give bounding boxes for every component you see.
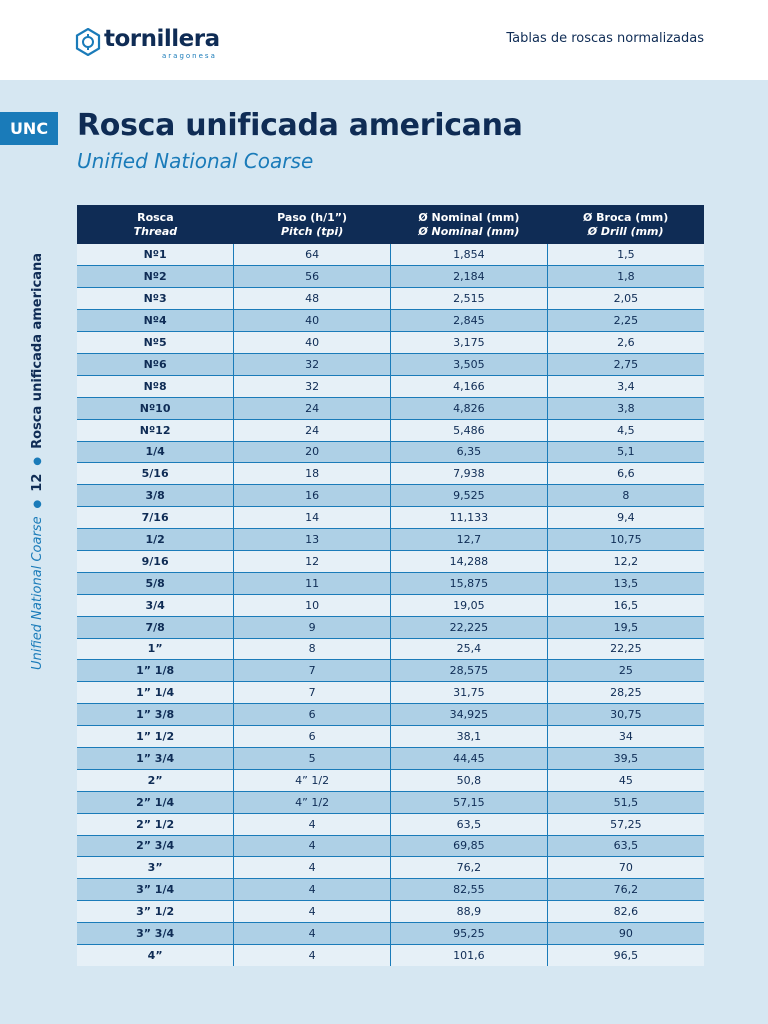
column-header-en: Ø Nominal (mm): [418, 224, 520, 238]
table-cell-nominal: 1,854: [391, 244, 548, 266]
table-row: [77, 375, 704, 397]
table-cell-nominal: 9,525: [391, 485, 548, 507]
table-cell-drill: 96,5: [547, 945, 704, 967]
brand-logo[interactable]: [74, 24, 234, 64]
table-cell-nominal: 88,9: [391, 901, 548, 923]
brand-name: tornillera: [104, 26, 220, 52]
table-row: [77, 813, 704, 835]
page-header: [0, 0, 768, 80]
table-cell-thread: 3/8: [77, 485, 234, 507]
table-header-row: [77, 205, 704, 244]
table-cell-nominal: 15,875: [391, 572, 548, 594]
table-cell-thread: 1/4: [77, 441, 234, 463]
table-cell-pitch: 16: [234, 485, 391, 507]
column-header-nominal: [391, 205, 548, 244]
table-cell-nominal: 38,1: [391, 726, 548, 748]
bullet-icon: ●: [32, 456, 43, 466]
table-cell-pitch: 48: [234, 288, 391, 310]
table-row: [77, 945, 704, 967]
table-cell-drill: 2,6: [547, 332, 704, 354]
table-row: [77, 638, 704, 660]
table-cell-pitch: 6: [234, 704, 391, 726]
table-cell-thread: 3”: [77, 857, 234, 879]
table-cell-pitch: 8: [234, 638, 391, 660]
table-cell-nominal: 34,925: [391, 704, 548, 726]
table-row: [77, 857, 704, 879]
table-cell-nominal: 76,2: [391, 857, 548, 879]
table-cell-drill: 3,4: [547, 375, 704, 397]
table-row: [77, 726, 704, 748]
table-cell-drill: 16,5: [547, 594, 704, 616]
table-row: [77, 769, 704, 791]
table-cell-pitch: 7: [234, 660, 391, 682]
table-cell-thread: 1” 1/8: [77, 660, 234, 682]
table-cell-pitch: 40: [234, 332, 391, 354]
table-row: [77, 901, 704, 923]
table-cell-pitch: 4: [234, 901, 391, 923]
table-cell-thread: 1” 1/2: [77, 726, 234, 748]
table-cell-pitch: 56: [234, 266, 391, 288]
table-cell-drill: 63,5: [547, 835, 704, 857]
column-header-drill: [547, 205, 704, 244]
table-cell-thread: 7/16: [77, 507, 234, 529]
table-cell-pitch: 32: [234, 353, 391, 375]
table-cell-thread: 4”: [77, 945, 234, 967]
table-cell-drill: 51,5: [547, 791, 704, 813]
table-cell-nominal: 2,515: [391, 288, 548, 310]
table-cell-drill: 4,5: [547, 419, 704, 441]
column-header-es: Ø Nominal (mm): [418, 210, 520, 224]
table-cell-thread: Nº1: [77, 244, 234, 266]
table-cell-nominal: 2,845: [391, 310, 548, 332]
table-cell-thread: 1”: [77, 638, 234, 660]
table-cell-drill: 76,2: [547, 879, 704, 901]
table-cell-pitch: 24: [234, 397, 391, 419]
table-cell-thread: 2”: [77, 769, 234, 791]
table-cell-drill: 10,75: [547, 529, 704, 551]
table-cell-pitch: 4” 1/2: [234, 769, 391, 791]
table-cell-thread: 3” 1/4: [77, 879, 234, 901]
hex-bolt-icon: [74, 28, 102, 56]
table-row: [77, 288, 704, 310]
table-cell-nominal: 63,5: [391, 813, 548, 835]
column-header-es: Ø Broca (mm): [582, 210, 669, 224]
table-cell-pitch: 4” 1/2: [234, 791, 391, 813]
table-cell-nominal: 3,175: [391, 332, 548, 354]
column-header-thread: [77, 205, 234, 244]
table-cell-thread: 2” 3/4: [77, 835, 234, 857]
table-cell-drill: 57,25: [547, 813, 704, 835]
header-tagline: Tablas de roscas normalizadas: [506, 31, 704, 46]
table-cell-pitch: 4: [234, 813, 391, 835]
section-badge: UNC: [0, 112, 58, 145]
side-label-es: Rosca unificada americana: [30, 252, 45, 449]
table-cell-thread: 1/2: [77, 529, 234, 551]
table-cell-pitch: 4: [234, 835, 391, 857]
column-header-es: Paso (h/1”): [277, 210, 348, 224]
table-cell-thread: 2” 1/2: [77, 813, 234, 835]
table-cell-thread: 3/4: [77, 594, 234, 616]
table-cell-pitch: 5: [234, 747, 391, 769]
table-cell-nominal: 57,15: [391, 791, 548, 813]
table-cell-nominal: 11,133: [391, 507, 548, 529]
table-cell-thread: 5/16: [77, 463, 234, 485]
table-cell-nominal: 25,4: [391, 638, 548, 660]
brand-subname: aragonesa: [162, 52, 217, 60]
table-row: [77, 463, 704, 485]
table-cell-thread: 1” 3/4: [77, 747, 234, 769]
column-header-es: Rosca: [137, 210, 174, 224]
table-row: [77, 529, 704, 551]
table-cell-thread: Nº2: [77, 266, 234, 288]
bullet-icon: ●: [32, 499, 43, 509]
table-body: [77, 244, 704, 966]
table-cell-thread: 1” 3/8: [77, 704, 234, 726]
table-cell-drill: 2,75: [547, 353, 704, 375]
table-cell-pitch: 9: [234, 616, 391, 638]
table-cell-drill: 19,5: [547, 616, 704, 638]
table-cell-nominal: 2,184: [391, 266, 548, 288]
table-row: [77, 747, 704, 769]
table-cell-pitch: 4: [234, 857, 391, 879]
table-row: [77, 704, 704, 726]
table-row: [77, 310, 704, 332]
table-cell-nominal: 69,85: [391, 835, 548, 857]
table-row: [77, 397, 704, 419]
table-cell-drill: 3,8: [547, 397, 704, 419]
table-cell-nominal: 44,45: [391, 747, 548, 769]
table-cell-pitch: 64: [234, 244, 391, 266]
table-cell-pitch: 11: [234, 572, 391, 594]
table-row: [77, 923, 704, 945]
column-header-en: Ø Drill (mm): [587, 224, 664, 238]
thread-table: [77, 205, 704, 966]
table-cell-pitch: 4: [234, 945, 391, 967]
table-cell-drill: 30,75: [547, 704, 704, 726]
table-cell-thread: 7/8: [77, 616, 234, 638]
table-cell-nominal: 82,55: [391, 879, 548, 901]
table-cell-thread: Nº10: [77, 397, 234, 419]
page-subtitle: Unified National Coarse: [77, 149, 314, 173]
table-cell-pitch: 4: [234, 879, 391, 901]
table-cell-nominal: 50,8: [391, 769, 548, 791]
table-cell-nominal: 14,288: [391, 550, 548, 572]
column-header-en: Thread: [133, 224, 178, 238]
table-cell-nominal: 31,75: [391, 682, 548, 704]
page-number: 12: [30, 473, 45, 492]
table-cell-drill: 90: [547, 923, 704, 945]
table-cell-pitch: 32: [234, 375, 391, 397]
column-header-en: Pitch (tpi): [281, 224, 344, 238]
table-cell-thread: Nº3: [77, 288, 234, 310]
table-cell-drill: 82,6: [547, 901, 704, 923]
table-cell-thread: 3” 3/4: [77, 923, 234, 945]
table-row: [77, 879, 704, 901]
table-cell-thread: 9/16: [77, 550, 234, 572]
table-row: [77, 594, 704, 616]
table-cell-drill: 5,1: [547, 441, 704, 463]
table-cell-drill: 1,5: [547, 244, 704, 266]
table-cell-drill: 39,5: [547, 747, 704, 769]
table-cell-thread: 3” 1/2: [77, 901, 234, 923]
table-row: [77, 485, 704, 507]
table-cell-drill: 13,5: [547, 572, 704, 594]
table-cell-drill: 22,25: [547, 638, 704, 660]
table-row: [77, 266, 704, 288]
table-cell-nominal: 4,166: [391, 375, 548, 397]
table-cell-pitch: 40: [234, 310, 391, 332]
table-cell-drill: 9,4: [547, 507, 704, 529]
table-cell-drill: 8: [547, 485, 704, 507]
table-cell-thread: 5/8: [77, 572, 234, 594]
table-cell-nominal: 6,35: [391, 441, 548, 463]
table-cell-nominal: 4,826: [391, 397, 548, 419]
table-cell-nominal: 5,486: [391, 419, 548, 441]
page-title: Rosca unificada americana: [77, 108, 523, 143]
table-cell-nominal: 28,575: [391, 660, 548, 682]
column-header-pitch: [234, 205, 391, 244]
table-cell-nominal: 101,6: [391, 945, 548, 967]
table-cell-nominal: 12,7: [391, 529, 548, 551]
table-cell-pitch: 4: [234, 923, 391, 945]
table-cell-drill: 25: [547, 660, 704, 682]
table-cell-nominal: 22,225: [391, 616, 548, 638]
table-cell-pitch: 10: [234, 594, 391, 616]
table-cell-pitch: 14: [234, 507, 391, 529]
table-row: [77, 507, 704, 529]
table-row: [77, 332, 704, 354]
table-cell-nominal: 3,505: [391, 353, 548, 375]
table-cell-nominal: 95,25: [391, 923, 548, 945]
table-row: [77, 660, 704, 682]
table-cell-drill: 45: [547, 769, 704, 791]
table-cell-thread: 1” 1/4: [77, 682, 234, 704]
table-cell-thread: Nº12: [77, 419, 234, 441]
table-row: [77, 835, 704, 857]
table-row: [77, 441, 704, 463]
table-cell-pitch: 24: [234, 419, 391, 441]
table-cell-drill: 12,2: [547, 550, 704, 572]
side-running-label: [30, 253, 45, 670]
table-row: [77, 682, 704, 704]
table-row: [77, 419, 704, 441]
table-cell-thread: Nº8: [77, 375, 234, 397]
table-cell-nominal: 7,938: [391, 463, 548, 485]
table-row: [77, 572, 704, 594]
table-cell-nominal: 19,05: [391, 594, 548, 616]
table-cell-drill: 34: [547, 726, 704, 748]
table-cell-thread: Nº4: [77, 310, 234, 332]
table-cell-drill: 6,6: [547, 463, 704, 485]
table-cell-pitch: 12: [234, 550, 391, 572]
table-cell-thread: Nº6: [77, 353, 234, 375]
table-cell-pitch: 20: [234, 441, 391, 463]
table-row: [77, 791, 704, 813]
table-cell-pitch: 18: [234, 463, 391, 485]
table-cell-drill: 1,8: [547, 266, 704, 288]
table-row: [77, 550, 704, 572]
table-row: [77, 244, 704, 266]
table-cell-pitch: 13: [234, 529, 391, 551]
table-cell-drill: 28,25: [547, 682, 704, 704]
table-cell-pitch: 6: [234, 726, 391, 748]
table-row: [77, 353, 704, 375]
side-label-en: Unified National Coarse: [30, 516, 45, 670]
table-cell-drill: 2,05: [547, 288, 704, 310]
table-cell-thread: 2” 1/4: [77, 791, 234, 813]
table-cell-pitch: 7: [234, 682, 391, 704]
table-cell-drill: 2,25: [547, 310, 704, 332]
table-cell-drill: 70: [547, 857, 704, 879]
table-row: [77, 616, 704, 638]
table-cell-thread: Nº5: [77, 332, 234, 354]
